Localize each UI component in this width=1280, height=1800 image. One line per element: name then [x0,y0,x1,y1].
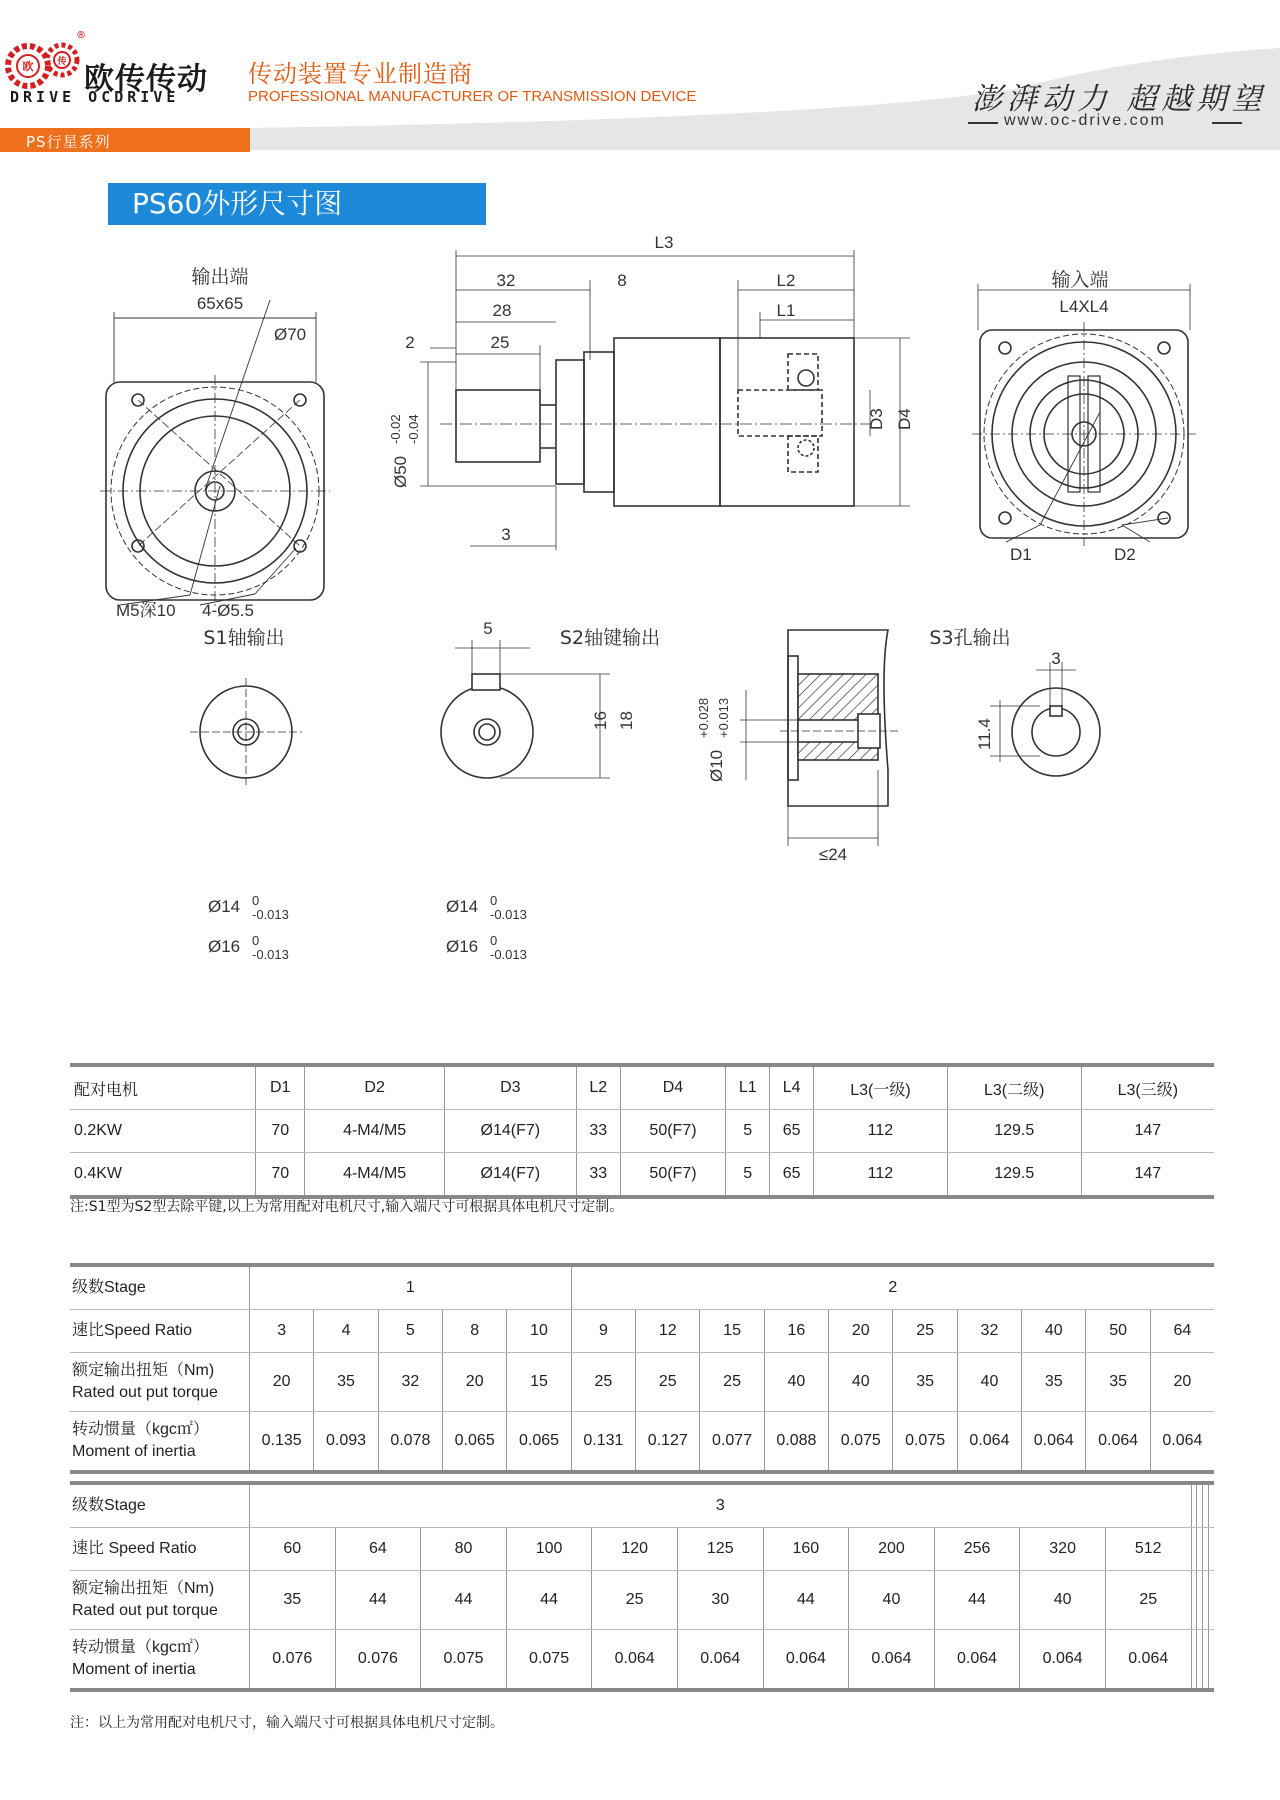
torque-cell: 32 [378,1353,442,1412]
tagline-en: PROFESSIONAL MANUFACTURER OF TRANSMISSION DEVICE [248,88,697,105]
ratio-cell: 320 [1020,1528,1106,1571]
torque-cell: 25 [636,1353,700,1412]
ratio-cell: 40 [1022,1310,1086,1353]
table-cell: 129.5 [947,1153,1081,1198]
output-dia-label: Ø70 [274,325,307,344]
ratio-cell: 512 [1105,1528,1191,1571]
torque-cell: 20 [443,1353,507,1412]
slogan: 澎湃动力 超越期望 [972,82,1267,117]
l1-label: L1 [776,301,796,320]
torque-cell: 25 [571,1353,635,1412]
logo-char-chuan: 传 [57,57,67,67]
inertia-cell: 0.064 [1020,1630,1106,1691]
inertia-cell: 0.064 [592,1630,678,1691]
side-view [420,250,910,550]
torque-cell: 35 [893,1353,957,1412]
input-end-title: 输入端 [1051,269,1109,291]
inertia-cell: 0.064 [1150,1412,1214,1473]
table-row [70,1153,1214,1198]
table-cell: 147 [1081,1153,1214,1198]
ratio-cell: 15 [700,1310,764,1353]
shaft-tol-top: -0.02 [388,414,403,444]
stage-3-cell: 3 [250,1483,1192,1528]
website-rule-right [1212,122,1242,124]
torque-cell: 40 [849,1571,935,1630]
torque-cell: 44 [335,1571,421,1630]
inertia-cell: 0.131 [571,1412,635,1473]
inertia-cell: 0.064 [763,1630,849,1691]
inertia-cell: 0.076 [335,1630,421,1691]
inertia-label-en: Moment of inertia [72,1661,196,1678]
table-cell: 112 [814,1153,948,1198]
input-size-label: L4XL4 [1059,297,1109,316]
inertia-cell: 0.077 [700,1412,764,1473]
page-header [0,0,1280,152]
s3-title: S3孔输出 [929,627,1011,649]
table-cell: Ø14(F7) [444,1110,576,1153]
stage-row [70,1265,1214,1310]
torque-cell: 20 [1150,1353,1214,1412]
inertia-row [70,1412,1214,1473]
s1-dia16-tol-bottom: -0.013 [252,947,289,962]
inertia-label-en: Moment of inertia [72,1443,196,1460]
table-cell: 65 [770,1153,814,1198]
inertia-cell: 0.127 [636,1412,700,1473]
torque-cell: 40 [957,1353,1021,1412]
torque-label-en: Rated out put torque [72,1384,218,1401]
s2-dia16: Ø16 [446,937,479,956]
torque-row [70,1571,1214,1630]
s1-shaft-view [190,678,302,786]
ratio-cell: 160 [763,1528,849,1571]
holes-label: 4-Ø5.5 [202,601,254,620]
s3-bore-dia: Ø10 [707,749,726,782]
inertia-cell: 0.088 [764,1412,828,1473]
table-cell: 0.4KW [74,1165,123,1182]
inertia-cell: 0.135 [250,1412,314,1473]
ratio-cell: 125 [677,1528,763,1571]
shaft-dia-label: Ø50 [391,455,410,488]
torque-row [70,1353,1214,1412]
header-cell: L2 [576,1065,620,1110]
ratio-row [70,1310,1214,1353]
ratio-cell: 256 [934,1528,1020,1571]
header-cell: L3(二级) [947,1065,1081,1110]
table-header-row [70,1065,1214,1110]
s2-title: S2轴键输出 [559,627,661,649]
inertia-cell: 0.064 [849,1630,935,1691]
inertia-cell: 0.075 [506,1630,592,1691]
torque-cell: 35 [314,1353,378,1412]
shaft-tol-bottom: -0.04 [406,414,421,444]
torque-cell: 35 [250,1571,336,1630]
dim-32: 32 [496,271,516,290]
torque-cell: 35 [1086,1353,1150,1412]
inertia-cell: 0.076 [250,1630,336,1691]
s2-key-width: 5 [483,619,493,638]
s2-dia14: Ø14 [446,897,479,916]
s2-dia16-tol-bottom: -0.013 [490,947,527,962]
inertia-cell [1209,1630,1214,1691]
s1-dia16-tol-top: 0 [252,933,260,948]
ratio-cell: 64 [1150,1310,1214,1353]
output-end-view [100,300,330,606]
ratio-cell [1209,1528,1214,1571]
inertia-row [70,1630,1214,1691]
ratio-cell: 80 [421,1528,507,1571]
dim-28: 28 [492,301,512,320]
inertia-cell: 0.064 [957,1412,1021,1473]
table-cell: 70 [256,1153,305,1198]
torque-label-cn: 额定输出扭矩（Nm) [72,1580,215,1597]
spec-table-stage-1-2 [70,1263,1214,1474]
d2-label: D2 [1114,545,1136,564]
torque-label [70,1353,250,1412]
dim-2: 2 [405,333,415,352]
s1-dia14: Ø14 [208,897,241,916]
inertia-label [70,1412,250,1473]
header-cell: D1 [256,1065,305,1110]
s3-bore-tol-top: +0.028 [696,697,711,738]
torque-cell: 35 [1022,1353,1086,1412]
registered-mark: ® [76,30,86,41]
torque-cell: 25 [700,1353,764,1412]
dim-25: 25 [490,333,510,352]
brand-name-en: DRIVE OCDRIVE [10,88,180,106]
table-cell: 70 [256,1110,305,1153]
stage-row [70,1483,1214,1528]
ratio-row [70,1528,1214,1571]
table-cell: 4-M4/M5 [305,1153,444,1198]
inertia-cell: 0.064 [1022,1412,1086,1473]
torque-cell: 44 [421,1571,507,1630]
torque-cell: 44 [763,1571,849,1630]
s1-title: S1轴输出 [203,627,285,649]
table-cell: 50(F7) [620,1153,726,1198]
empty-cell [1209,1483,1214,1528]
torque-cell: 25 [1105,1571,1191,1630]
header-cell: L3(一级) [814,1065,948,1110]
tap-label: M5深10 [116,601,176,620]
s3-depth-label: ≤24 [818,845,848,864]
s3-bore-tol-bottom: +0.013 [716,697,731,738]
stage-label: 级数Stage [70,1265,250,1310]
s1-dia16: Ø16 [208,937,241,956]
motor-dimension-table [70,1063,1214,1199]
dimension-drawings [0,233,1280,990]
inertia-label-cn: 转动惯量（kgc㎡） [72,1639,209,1656]
header-cell: D4 [620,1065,726,1110]
s2-dia16-tol-top: 0 [490,933,498,948]
section-title: PS60外形尺寸图 [108,183,486,225]
motor-table-note: 注:S1型为S2型去除平键,以上为常用配对电机尺寸,输入端尺寸可根据具体电机尺寸定制。 [70,1199,624,1215]
header-cell: L4 [770,1065,814,1110]
table-row [70,1110,1214,1153]
ratio-cell: 12 [636,1310,700,1353]
inertia-cell: 0.064 [1105,1630,1191,1691]
output-size-label: 65x65 [196,294,244,313]
ratio-cell: 200 [849,1528,935,1571]
inertia-cell: 0.064 [1086,1412,1150,1473]
logo-char-ou: 欧 [22,60,34,73]
l2-label: L2 [776,271,796,290]
inertia-cell: 0.064 [934,1630,1020,1691]
table-cell: 5 [726,1110,770,1153]
ratio-label: 速比Speed Ratio [70,1310,250,1353]
header-cell: 配对电机 [70,1065,256,1110]
table-cell: 65 [770,1110,814,1153]
spec-table-stage-3 [70,1481,1214,1692]
d3-label: D3 [867,408,886,430]
table-cell: 147 [1081,1110,1214,1153]
torque-label [70,1571,250,1630]
dim-8: 8 [617,271,627,290]
table-cell: 33 [576,1110,620,1153]
brand-logo [6,36,86,96]
header-cell: D2 [305,1065,444,1110]
table-cell: 129.5 [947,1110,1081,1153]
s3-bore-end-view [990,662,1100,776]
table-cell: 4-M4/M5 [305,1110,444,1153]
stage-label: 级数Stage [70,1483,250,1528]
header-cell: L1 [726,1065,770,1110]
torque-cell: 25 [592,1571,678,1630]
stage-2-cell: 2 [571,1265,1214,1310]
ratio-cell: 100 [506,1528,592,1571]
inertia-cell: 0.065 [507,1412,571,1473]
inertia-label [70,1630,250,1691]
table-cell: 50(F7) [620,1110,726,1153]
s2-dia14-tol-bottom: -0.013 [490,907,527,922]
ratio-cell: 64 [335,1528,421,1571]
header-cell: D3 [444,1065,576,1110]
inertia-cell: 0.093 [314,1412,378,1473]
ratio-cell: 9 [571,1310,635,1353]
s2-keyed-shaft-view [441,640,610,778]
s2-dim-18: 18 [617,711,636,730]
torque-cell: 44 [934,1571,1020,1630]
footer-note: 注：以上为常用配对电机尺寸，输入端尺寸可根据具体电机尺寸定制。 [70,1715,504,1731]
ratio-cell: 25 [893,1310,957,1353]
s1-dia14-tol-bottom: -0.013 [252,907,289,922]
drawings-svg [0,233,1280,990]
ratio-cell: 5 [378,1310,442,1353]
torque-cell [1209,1571,1214,1630]
torque-label-cn: 额定输出扭矩（Nm) [72,1362,215,1379]
inertia-label-cn: 转动惯量（kgc㎡） [72,1421,209,1438]
s1-dia14-tol-top: 0 [252,893,260,908]
inertia-cell: 0.075 [829,1412,893,1473]
tagline-cn: 传动装置专业制造商 [248,60,473,88]
ratio-cell: 4 [314,1310,378,1353]
s3-key-label: 3 [1051,649,1061,668]
input-end-view [972,284,1196,546]
s3-height-label: 11.4 [975,718,994,750]
stage-1-cell: 1 [250,1265,572,1310]
ratio-cell: 8 [443,1310,507,1353]
dim-3: 3 [501,525,511,544]
inertia-cell: 0.075 [893,1412,957,1473]
table-cell: Ø14(F7) [444,1153,576,1198]
table-cell: 5 [726,1153,770,1198]
ratio-cell: 3 [250,1310,314,1353]
ratio-cell: 10 [507,1310,571,1353]
header-cell: L3(三级) [1081,1065,1214,1110]
ratio-cell: 20 [829,1310,893,1353]
output-end-title: 输出端 [191,266,249,288]
torque-cell: 44 [506,1571,592,1630]
s3-section-view [740,630,900,846]
ratio-label: 速比 Speed Ratio [70,1528,250,1571]
torque-label-en: Rated out put torque [72,1602,218,1619]
series-label: PS行星系列 [26,133,111,151]
inertia-cell: 0.075 [421,1630,507,1691]
s2-dia14-tol-top: 0 [490,893,498,908]
torque-cell: 15 [507,1353,571,1412]
l3-label: L3 [654,233,674,252]
inertia-cell: 0.064 [677,1630,763,1691]
torque-cell: 20 [250,1353,314,1412]
s2-dim-16: 16 [591,711,610,730]
table-cell: 112 [814,1110,948,1153]
torque-cell: 40 [764,1353,828,1412]
website-rule-left [968,122,998,124]
ratio-cell: 50 [1086,1310,1150,1353]
table-cell: 33 [576,1153,620,1198]
ratio-cell: 60 [250,1528,336,1571]
inertia-cell: 0.065 [443,1412,507,1473]
ratio-cell: 120 [592,1528,678,1571]
brand-name-cn: 欧传传动 [84,62,208,97]
table-cell: 0.2KW [70,1110,256,1153]
ratio-cell: 32 [957,1310,1021,1353]
torque-cell: 40 [1020,1571,1106,1630]
website-url: www.oc-drive.com [1004,112,1166,129]
d1-label: D1 [1010,545,1032,564]
inertia-cell: 0.078 [378,1412,442,1473]
d4-label: D4 [895,408,914,430]
ratio-cell: 16 [764,1310,828,1353]
torque-cell: 40 [829,1353,893,1412]
torque-cell: 30 [677,1571,763,1630]
